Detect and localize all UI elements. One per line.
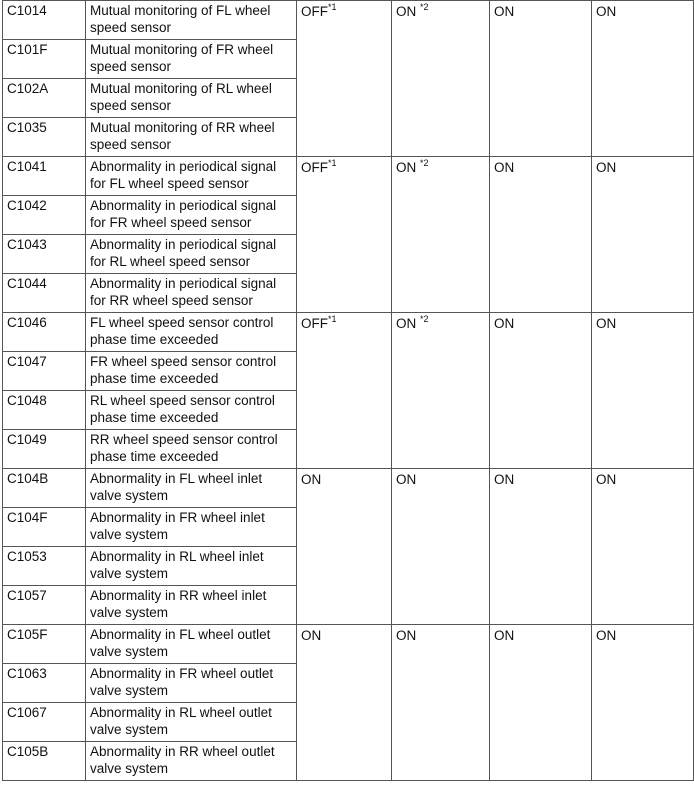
dtc-code-cell: C104F [3,508,86,547]
status-cell-5-value: ON [494,4,515,19]
status-cell-3-value: OFF [301,4,328,19]
status-cell-4-value: ON [396,160,421,175]
status-cell-3 [297,469,392,625]
status-cell-5-value: ON [494,628,515,643]
dtc-description-cell: RR wheel speed sensor control phase time exceeded [86,430,297,469]
dtc-description-cell: Mutual monitoring of FL wheel speed sensor [86,1,297,40]
status-cell-4 [392,1,490,157]
dtc-description-cell: Abnormality in RL wheel outlet valve system [86,703,297,742]
footnote-marker: *1 [328,313,337,324]
status-cell-3 [297,625,392,781]
dtc-code-cell: C1035 [3,118,86,157]
status-cell-4-value: ON [396,4,421,19]
status-cell-6-value: ON [596,4,617,19]
status-cell-6-value: ON [596,160,617,175]
dtc-code-cell: C101F [3,40,86,79]
dtc-code-cell: C102A [3,79,86,118]
dtc-code-cell: C1041 [3,157,86,196]
dtc-code-cell: C1043 [3,235,86,274]
dtc-code-cell: C1057 [3,586,86,625]
dtc-code-cell: C1014 [3,1,86,40]
dtc-description-cell: FR wheel speed sensor control phase time exceeded [86,352,297,391]
dtc-table [2,0,694,781]
status-cell-6 [592,313,694,469]
status-cell-5-value: ON [494,316,515,331]
status-cell-5 [490,1,592,157]
status-cell-3-value: OFF [301,160,328,175]
dtc-description-cell: Mutual monitoring of RL wheel speed sensor [86,79,297,118]
table-row [3,157,694,196]
status-cell-5-value: ON [494,472,515,487]
dtc-code-cell: C105F [3,625,86,664]
dtc-code-cell: C1049 [3,430,86,469]
dtc-code-cell: C105B [3,742,86,781]
status-cell-3 [297,157,392,313]
dtc-description-cell: Abnormality in RR wheel inlet valve system [86,586,297,625]
status-cell-4-value: ON [396,316,421,331]
dtc-description-cell: Abnormality in RR wheel outlet valve system [86,742,297,781]
status-cell-5 [490,157,592,313]
dtc-description-cell: Abnormality in periodical signal for FL wheel speed sensor [86,157,297,196]
status-cell-3 [297,1,392,157]
status-cell-6-value: ON [596,628,617,643]
dtc-description-cell: Mutual monitoring of FR wheel speed sensor [86,40,297,79]
status-cell-5 [490,313,592,469]
dtc-description-cell: RL wheel speed sensor control phase time exceeded [86,391,297,430]
status-cell-4 [392,625,490,781]
status-cell-3-value: ON [301,628,322,643]
dtc-description-cell: Abnormality in RL wheel inlet valve system [86,547,297,586]
status-cell-5 [490,625,592,781]
status-cell-4-value: ON [396,472,417,487]
status-cell-4 [392,157,490,313]
status-cell-3-value: OFF [301,316,328,331]
dtc-code-cell: C1067 [3,703,86,742]
dtc-code-cell: C1046 [3,313,86,352]
dtc-code-cell: C1044 [3,274,86,313]
footnote-marker: *2 [420,157,429,168]
status-cell-6 [592,469,694,625]
status-cell-6-value: ON [596,316,617,331]
footnote-marker: *1 [328,157,337,168]
dtc-description-cell: Abnormality in FR wheel inlet valve system [86,508,297,547]
dtc-code-cell: C1063 [3,664,86,703]
status-cell-5 [490,469,592,625]
status-cell-6 [592,625,694,781]
dtc-code-cell: C104B [3,469,86,508]
status-cell-3 [297,313,392,469]
status-cell-3-value: ON [301,472,322,487]
status-cell-6 [592,157,694,313]
dtc-code-cell: C1047 [3,352,86,391]
dtc-description-cell: Abnormality in FL wheel inlet valve system [86,469,297,508]
dtc-table-body [3,1,694,781]
status-cell-6 [592,1,694,157]
footnote-marker: *2 [420,1,429,12]
dtc-code-cell: C1048 [3,391,86,430]
status-cell-5-value: ON [494,160,515,175]
table-row [3,625,694,664]
dtc-description-cell: Abnormality in FL wheel outlet valve system [86,625,297,664]
status-cell-4 [392,313,490,469]
table-row [3,469,694,508]
dtc-description-cell: Abnormality in FR wheel outlet valve system [86,664,297,703]
dtc-description-cell: FL wheel speed sensor control phase time exceeded [86,313,297,352]
status-cell-4 [392,469,490,625]
status-cell-4-value: ON [396,628,417,643]
dtc-description-cell: Abnormality in periodical signal for FR wheel speed sensor [86,196,297,235]
dtc-description-cell: Abnormality in periodical signal for RL wheel speed sensor [86,235,297,274]
table-row [3,313,694,352]
status-cell-6-value: ON [596,472,617,487]
footnote-marker: *1 [328,1,337,12]
dtc-code-cell: C1053 [3,547,86,586]
dtc-description-cell: Mutual monitoring of RR wheel speed sensor [86,118,297,157]
table-row [3,1,694,40]
dtc-description-cell: Abnormality in periodical signal for RR wheel speed sensor [86,274,297,313]
dtc-code-cell: C1042 [3,196,86,235]
footnote-marker: *2 [420,313,429,324]
